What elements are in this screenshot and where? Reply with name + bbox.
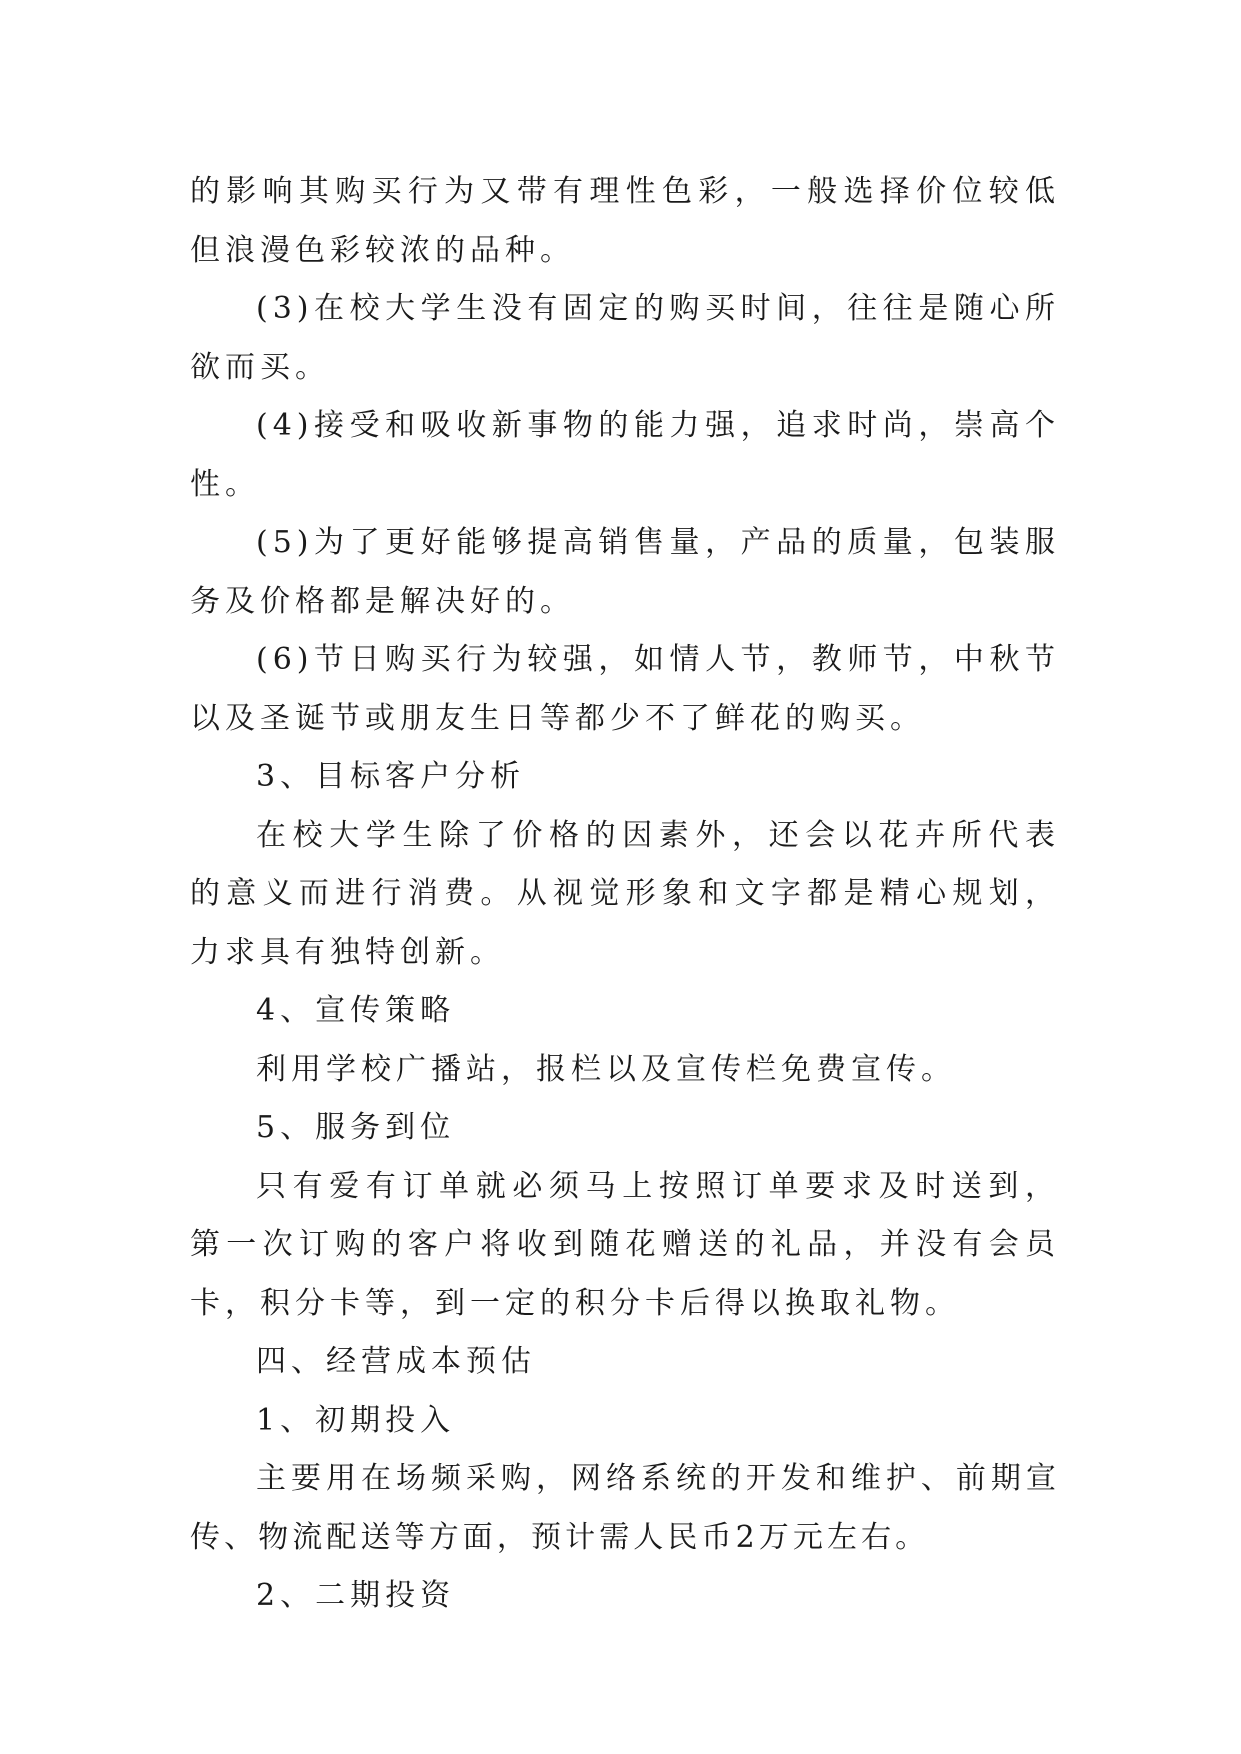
chapter-heading-cost-estimate: 四、经营成本预估 (256, 1344, 536, 1379)
paragraph-target-customers: 在校大学生除了价格的因素外，还会以花卉所代表的意义而进行消费。从视觉形象和文字都是精心规划，力求具有独特创新。 (190, 817, 1060, 970)
paragraph-item-4: (4)接受和吸收新事物的能力强，追求时尚，崇高个性。 (190, 408, 1060, 502)
paragraph-initial-investment: 主要用在场频采购，网络系统的开发和维护、前期宣传、物流配送等方面，预计需人民币2万元左右。 (190, 1461, 1060, 1555)
paragraph-promotion: 利用学校广播站，报栏以及宣传栏免费宣传。 (256, 1051, 956, 1087)
paragraph-item-6: (6)节日购买行为较强，如情人节，教师节，中秋节以及圣诞节或朋友生日等都少不了鲜花的购买。 (190, 642, 1060, 736)
paragraph-service: 只有爱有订单就必须马上按照订单要求及时送到，第一次订购的客户将收到随花赠送的礼品，并没有会员卡，积分卡等，到一定的积分卡后得以换取礼物。 (190, 1168, 1060, 1321)
section-heading-initial-investment: 1、初期投入 (256, 1402, 456, 1438)
section-heading-target-customers: 3、目标客户分析 (256, 759, 526, 794)
section-heading-second-investment: 2、二期投资 (256, 1578, 456, 1613)
paragraph-item-3: (3)在校大学生没有固定的购买时间，往往是随心所欲而买。 (190, 291, 1060, 385)
section-heading-service: 5、服务到位 (256, 1110, 456, 1145)
paragraph-item-5: (5)为了更好能够提高销售量，产品的质量，包装服务及价格都是解决好的。 (190, 525, 1060, 619)
section-heading-promotion: 4、宣传策略 (256, 993, 456, 1028)
paragraph-1: 的影响其购买行为又带有理性色彩，一般选择价位较低但浪漫色彩较浓的品种。 (190, 174, 1060, 268)
document-page (190, 163, 1060, 1626)
